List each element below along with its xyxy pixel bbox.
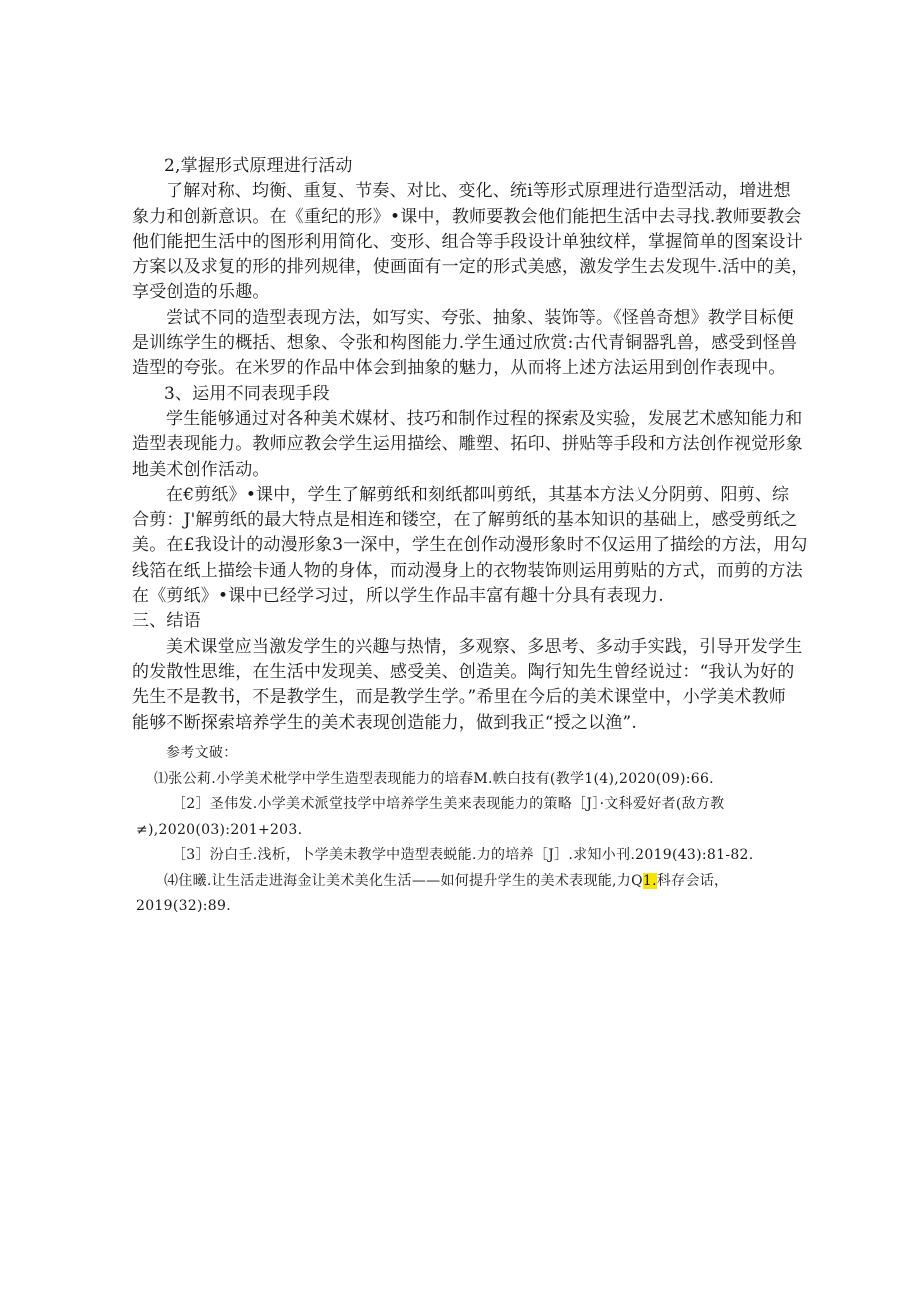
section-2-heading: 2,掌握形式原理进行活动 <box>164 156 353 176</box>
paragraph-line: 先生不是教书，不是教学生，而是教学生学。”希里在今后的美术课堂中，小学美术教师 <box>132 687 786 708</box>
paragraph-line: 造型的夸张。在米罗的作品中体会到抽象的魅力，从而将上述方法运用到创作表现中。 <box>132 358 786 379</box>
reference-item-4 <box>164 869 806 895</box>
reference-item-4-text-end: 科存会话， <box>656 872 729 889</box>
body-text <box>132 154 809 736</box>
paragraph-line: 的发散性思维，在生活中发现美、感受美、创造美。陶行知先生曾经说过：“我认为好的 <box>132 661 795 682</box>
references-section <box>136 741 806 920</box>
conclusion-heading: 三、结语 <box>132 611 201 632</box>
paragraph-line: 享受创造的乐趣。 <box>132 282 270 303</box>
paragraph-line: 他们能把生活中的图形利用简化、变形、组合等手段设计单独纹样，掌握简单的图案设计 <box>132 231 803 252</box>
paragraph-line: 造型表现能力。教师应教会学生运用描绘、雕塑、拓印、拼贴等手段和方法创作视觉形象 <box>132 434 803 455</box>
paragraph-line: 方案以及求复的形的排列规律，使画面有一定的形式美感，激发学生去发现牛.活中的美， <box>132 257 809 278</box>
reference-item-2-cont: ≠),2020(03):201+203. <box>136 821 303 838</box>
paragraph-line: 了解对称、均衡、重复、节奏、对比、变化、统i等形式原理进行造型活动，增进想 <box>166 181 791 202</box>
paragraph-line: 尝试不同的造型表现方法，如写实、夸张、抽象、装饰等。《怪兽奇想》教学目标便 <box>166 307 794 328</box>
paragraph-line: 美术课堂应当激发学生的兴趣与热情，多观察、多思考、多动手实践，引导开发学生 <box>166 636 803 657</box>
paragraph-line: 在€剪纸》•课中，学生了解剪纸和刻纸都叫剪纸，其基本方法乂分阴剪、阳剪、综 <box>166 484 790 505</box>
paragraph-line: 美。在£我设计的动漫形象3一深中，学生在创作动漫形象时不仅运用了描绘的方法，用勾 <box>132 535 808 556</box>
paragraph-line: 在《剪纸》•课中已经学习过，所以学生作品丰富有趣十分具有表现力. <box>132 586 664 607</box>
section-3-heading: 3、运用不同表现手段 <box>164 383 330 404</box>
paragraph-line: 象力和创新意识。在《重纪的形》•课中，教师要教会他们能把生活中去寻找.教师要教会 <box>132 206 802 227</box>
reference-item-3: ［3］汾白壬.浅析，卜学美未教学中造型表蜕能.力的培养［J］.求知小刊.2019(43):81-82. <box>172 847 754 863</box>
paragraph-line: 是训练学生的概括、想象、令张和构图能力.学生通过欣赏:古代青铜器乳兽，感受到怪兽 <box>132 333 798 354</box>
paragraph-line: 合剪：J'解剪纸的最大特点是相连和镂空，在了解剪纸的基本知识的基础上，感受剪纸之 <box>132 510 798 531</box>
reference-item-4-cont: 2019(32):89. <box>136 898 231 914</box>
reference-item-4-text: ⑷住曦.让生活走进海金让美术美化生活——如何提升学生的美术表现能,力Q <box>164 872 643 889</box>
reference-item-1: ⑴张公莉.小学美术枇学中学生造型表现能力的培春M.帙白技有(教学1(4),2020(09):66. <box>154 770 714 787</box>
paragraph-line: 线箔在纸上描绘卡通人物的身体，而动漫身上的衣物装饰则运用剪贴的方式，而剪的方法 <box>132 560 803 581</box>
highlighted-text: 1. <box>642 872 657 889</box>
paragraph-line: 地美术创作活动。 <box>132 459 270 480</box>
references-title: 参考文破： <box>166 745 238 761</box>
paragraph-line: 能够不断探索培养学生的美术表现创造能力，做到我正“授之以渔”. <box>132 712 637 733</box>
reference-item-2: ［2］圣伟发.小学美术派堂技学中培养学生美来表现能力的策略［J］·文科爱好者(敌方教 <box>172 796 725 812</box>
paragraph-line: 学生能够通过对各种美术媒材、技巧和制作过程的探索及实验，发展艺术感知能力和 <box>166 408 803 429</box>
